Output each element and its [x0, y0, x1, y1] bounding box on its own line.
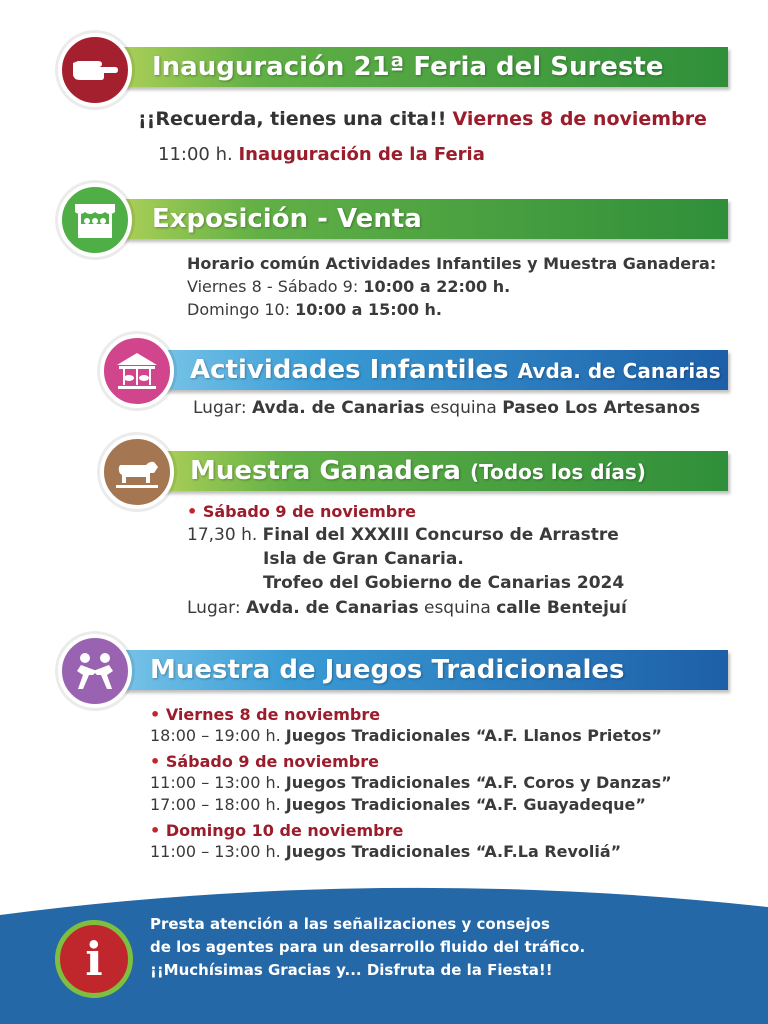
juegos-row-1 — [150, 724, 662, 747]
ganadera-day-text: Sábado 9 de noviembre — [202, 502, 416, 521]
market-stall-icon — [58, 183, 132, 257]
inauguration-time: 11:00 h. — [158, 144, 233, 165]
ganadera-event — [187, 524, 619, 547]
ganadera-day — [187, 500, 416, 523]
day-3-text: Domingo 10 de noviembre — [165, 821, 404, 840]
row-time: 18:00 – 19:00 h. — [150, 726, 281, 745]
schedule-1-label: Viernes 8 - Sábado 9: — [187, 277, 359, 296]
ganadera-title: Muestra Ganadera — [190, 456, 461, 486]
banner-exposicion — [100, 199, 728, 239]
reminder-line — [138, 106, 707, 132]
row-event: Juegos Tradicionales “A.F. Llanos Prietos” — [285, 726, 662, 745]
ganadera-event-3: Trofeo del Gobierno de Canarias 2024 — [263, 573, 625, 593]
footer-line-2: de los agentes para un desarrollo fluido del tráfico. — [150, 938, 586, 956]
schedule-line-2 — [187, 298, 442, 321]
section-title-ganadera — [190, 451, 646, 491]
ganadera-place — [187, 597, 627, 620]
inauguration-line — [158, 142, 485, 168]
place-a: Avda. de Canarias — [251, 398, 425, 418]
banner-inauguracion — [100, 47, 728, 87]
ganadera-event-1: Final del XXXIII Concurso de Arrastre — [262, 525, 619, 545]
section-title-exposicion: Exposición - Venta — [152, 204, 422, 234]
ganadera-event-2: Isla de Gran Canaria. — [263, 549, 464, 569]
bullet-dot: • — [150, 705, 161, 724]
banner-actividades — [142, 350, 728, 390]
banner-juegos — [100, 650, 728, 690]
schedule-1-time: 10:00 a 22:00 h. — [363, 277, 511, 296]
pointing-hand-icon — [58, 33, 132, 107]
row-time: 11:00 – 13:00 h. — [150, 773, 281, 792]
place-b: calle Bentejuí — [496, 598, 627, 618]
row-time: 17:00 – 18:00 h. — [150, 795, 281, 814]
bullet-dot: • — [150, 752, 161, 771]
schedule-line-1 — [187, 275, 510, 298]
inauguration-event: Inauguración de la Feria — [238, 144, 485, 165]
row-event: Juegos Tradicionales “A.F.La Revoliá” — [285, 842, 622, 861]
footer-line-1: Presta atención a las señalizaciones y consejos — [150, 915, 550, 933]
juegos-row-2 — [150, 771, 672, 794]
bullet-dot: • — [150, 821, 161, 840]
wrestlers-icon — [58, 634, 132, 708]
footer-line-3: ¡¡Muchísimas Gracias y... Disfruta de la Fiesta!! — [150, 961, 553, 979]
row-event: Juegos Tradicionales “A.F. Guayadeque” — [285, 795, 646, 814]
place-mid: esquina — [423, 598, 491, 618]
schedule-header: Horario común Actividades Infantiles y Muestra Ganadera: — [187, 254, 717, 273]
place-mid: esquina — [429, 398, 497, 418]
info-footer — [0, 885, 768, 1024]
section-title-actividades — [190, 350, 721, 390]
cow-icon — [100, 435, 174, 509]
reminder-date: Viernes 8 de noviembre — [452, 108, 707, 130]
info-icon — [55, 920, 133, 998]
ganadera-time: 17,30 h. — [187, 525, 258, 545]
bullet-dot: • — [187, 502, 198, 521]
actividades-subtitle: Avda. de Canarias — [517, 359, 721, 383]
juegos-day-2 — [150, 750, 379, 773]
place-label: Lugar: — [187, 598, 241, 618]
section-title-inauguracion: Inauguración 21ª Feria del Sureste — [152, 52, 664, 82]
section-title-juegos: Muestra de Juegos Tradicionales — [150, 655, 625, 685]
actividades-place — [193, 397, 700, 420]
day-2-text: Sábado 9 de noviembre — [165, 752, 379, 771]
ganadera-subtitle: (Todos los días) — [469, 460, 646, 484]
info-letter: i — [85, 932, 103, 986]
footer-message — [150, 913, 585, 982]
row-time: 11:00 – 13:00 h. — [150, 842, 281, 861]
carousel-icon — [100, 334, 174, 408]
schedule-2-time: 10:00 a 15:00 h. — [295, 300, 442, 319]
juegos-day-1 — [150, 703, 380, 726]
day-1-text: Viernes 8 de noviembre — [165, 705, 381, 724]
place-b: Paseo Los Artesanos — [502, 398, 701, 418]
place-a: Avda. de Canarias — [245, 598, 419, 618]
juegos-row-3 — [150, 793, 646, 816]
juegos-day-3 — [150, 819, 403, 842]
reminder-text: ¡¡Recuerda, tienes una cita!! — [138, 108, 447, 130]
place-label: Lugar: — [193, 398, 247, 418]
juegos-row-4 — [150, 840, 621, 863]
actividades-title: Actividades Infantiles — [190, 355, 509, 385]
row-event: Juegos Tradicionales “A.F. Coros y Danzas” — [285, 773, 672, 792]
schedule-2-label: Domingo 10: — [187, 300, 291, 319]
banner-ganadera — [142, 451, 728, 491]
